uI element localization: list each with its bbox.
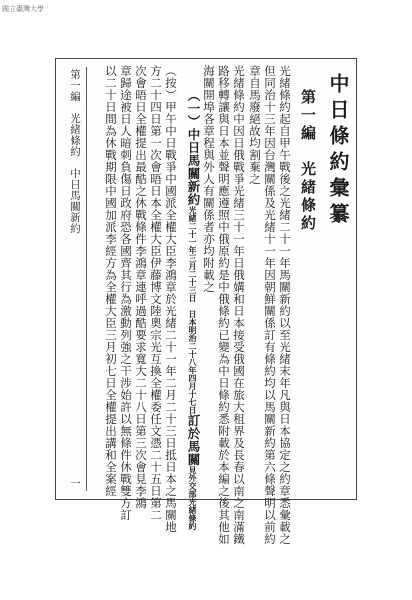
treaty-dates: 光緒二十一年三月二十三日 日本明治二十八年四月十七日 bbox=[188, 206, 198, 414]
treaty-signed: 訂於馬關 bbox=[186, 414, 201, 466]
book-title: 中日條約彙纂 bbox=[326, 73, 350, 229]
note-line: （按）甲午中日戰爭中國派全權大臣李鴻章於光緒二十一年二月二十三日抵日本之馬關地 bbox=[164, 65, 178, 533]
treaty-heading: （一）中日馬關新約 bbox=[186, 89, 201, 206]
footer-part: 第一編 光緒條約 中日馬關新約 bbox=[69, 69, 81, 234]
note-line: 次會晤日全權提出最酷之休戰條件李鴻章連呼過酷要求寬大二十八日第三次會見李鴻 bbox=[134, 65, 148, 509]
intro-line: 但同治十三年因台灣關係及光緒十一年因朝鮮關係訂有條約均以馬關新約第六條聲明以前約 bbox=[263, 65, 277, 545]
note-line: 方二十四日第一次會晤日本全權大臣伊藤博文陸奧宗光互換全權委任文憑二十五日第二 bbox=[149, 65, 163, 521]
treaty-heading-column bbox=[184, 89, 202, 530]
intro-line: 路移轉讓與日本並聲明應遵照中俄原約是中俄條約已變為中日條約悉附載於本編之後其他如 bbox=[217, 65, 231, 545]
library-stamp: 國立臺灣大學 bbox=[2, 5, 44, 13]
note-line: 章歸途被日人暗刺負傷日政府恐各國齊其行為激動列強之干涉始許以無條件休戰雙方訂 bbox=[119, 65, 133, 521]
intro-line: 光緒條約起自甲午戰後之光緒二十一年馬關新約以至光緒末年凡與日本協定之約章悉彙載之 bbox=[278, 65, 292, 545]
intro-line: 章自馬廢絕故均割棄之 bbox=[248, 65, 262, 185]
page-footer bbox=[68, 69, 83, 489]
section-heading: 第一編 光緒條約 bbox=[299, 89, 317, 233]
page-number: 一 bbox=[69, 478, 81, 489]
intro-line: 海關開埠各章程與外人有關係者亦均附載之 bbox=[202, 65, 216, 293]
footer-divider bbox=[86, 67, 87, 491]
intro-line: 光緒條約中因日俄戰爭光緒三十一年日俄媾和日本接受俄國在旅大租界及長春以南之南滿鐵 bbox=[232, 65, 246, 545]
treaty-source: 見外交部光緒條約 bbox=[188, 466, 198, 530]
document-page bbox=[55, 58, 357, 545]
note-line: 以二十日間為休戰期限中國加派李經方為全權大臣三月初七日全權提出講和全案經 bbox=[104, 65, 118, 497]
